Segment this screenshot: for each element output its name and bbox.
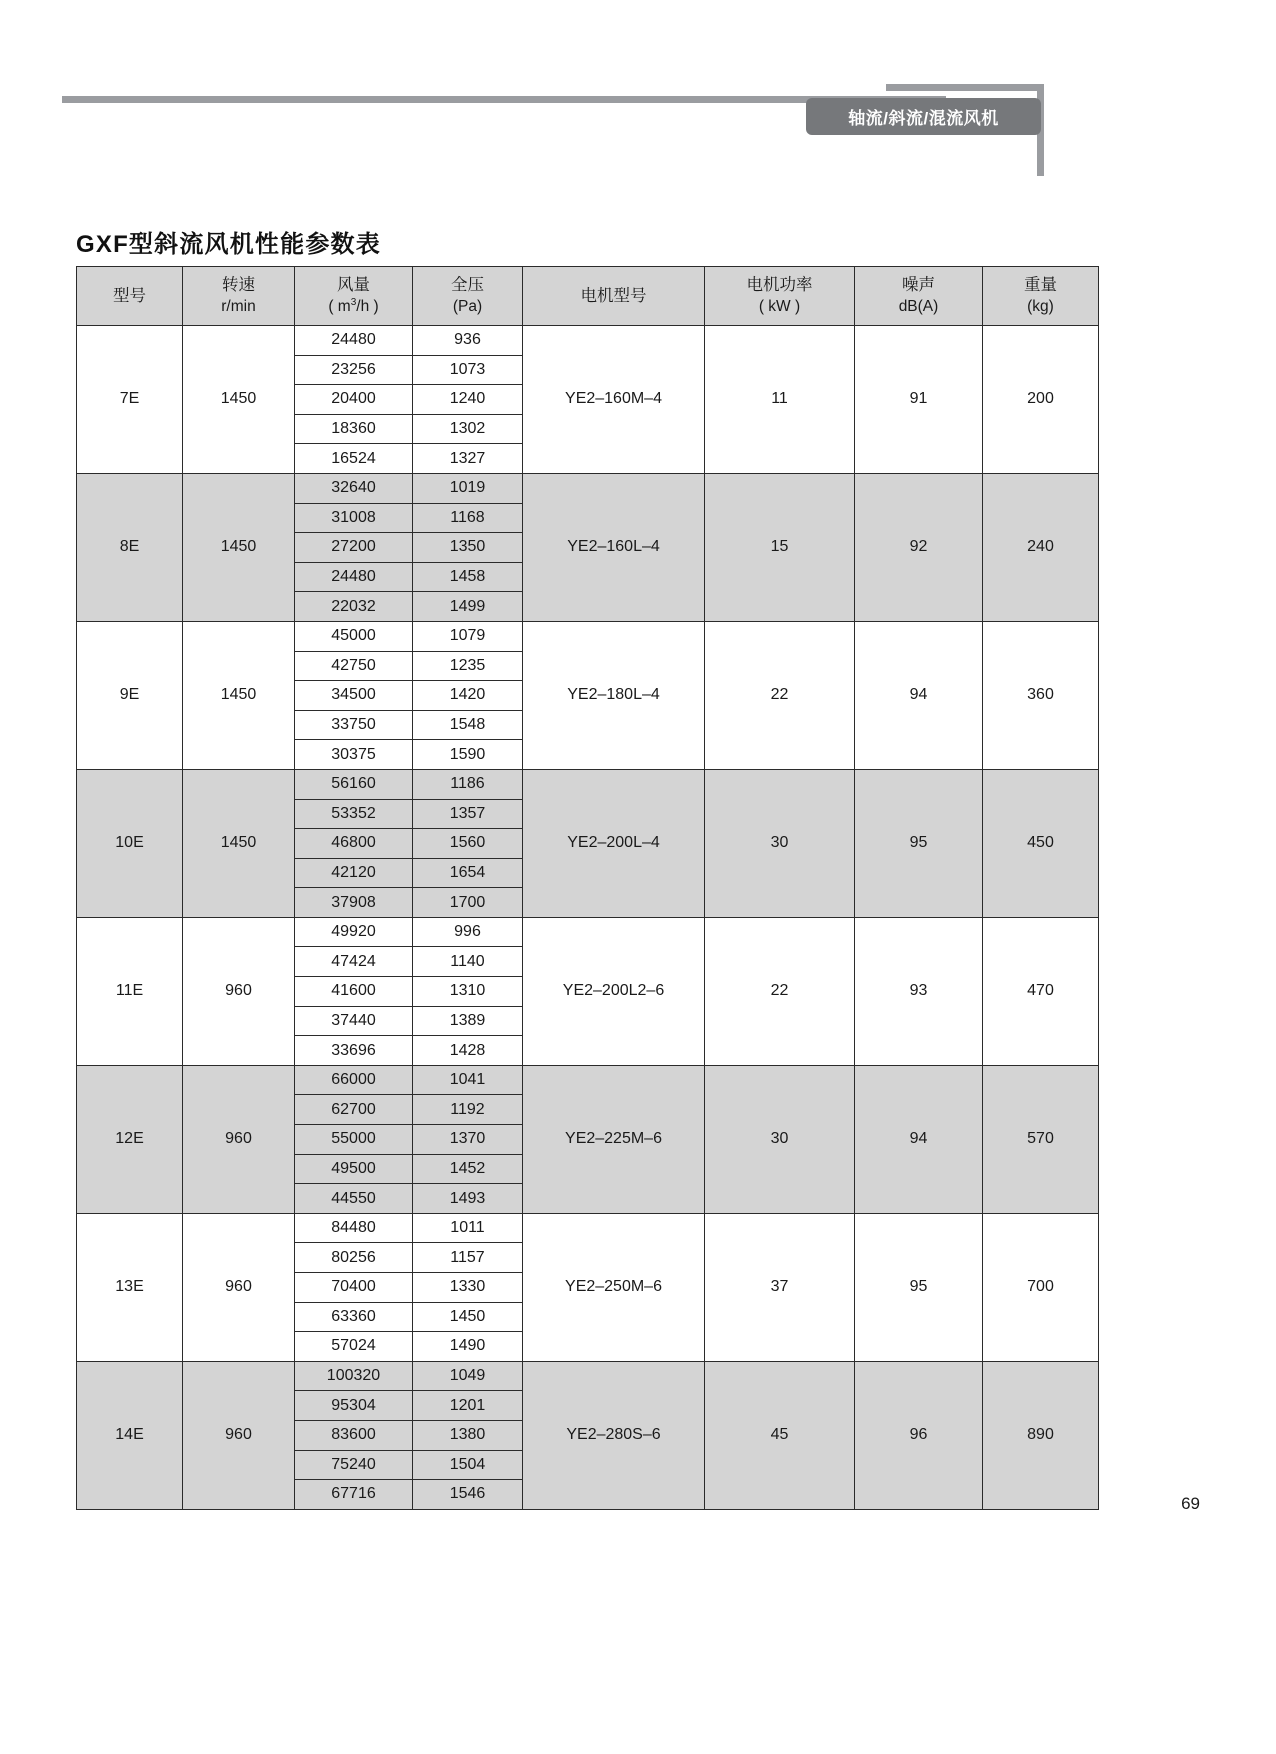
column-header-noise-unit: dB(A) xyxy=(898,297,939,315)
cell-pressure: 1370 xyxy=(413,1125,523,1155)
page-number: 69 xyxy=(1181,1494,1200,1513)
header-rule-short xyxy=(886,84,1041,91)
cell-flow: 33696 xyxy=(295,1036,413,1066)
cell-pressure: 1490 xyxy=(413,1332,523,1362)
cell-flow: 37440 xyxy=(295,1006,413,1036)
cell-motor-model: YE2–225M–6 xyxy=(523,1065,705,1213)
cell-pressure: 1186 xyxy=(413,769,523,799)
cell-pressure: 1168 xyxy=(413,503,523,533)
cell-motor-power: 22 xyxy=(705,621,855,769)
cell-pressure: 1428 xyxy=(413,1036,523,1066)
table-row xyxy=(77,1065,1099,1095)
column-header-rpm xyxy=(183,267,295,326)
cell-pressure: 1420 xyxy=(413,681,523,711)
cell-flow: 37908 xyxy=(295,888,413,918)
cell-pressure: 1700 xyxy=(413,888,523,918)
cell-flow: 57024 xyxy=(295,1332,413,1362)
cell-rpm: 960 xyxy=(183,1213,295,1361)
cell-pressure: 1201 xyxy=(413,1391,523,1421)
column-header-pressure-unit: (Pa) xyxy=(452,297,483,315)
cell-pressure: 1590 xyxy=(413,740,523,770)
cell-flow: 33750 xyxy=(295,710,413,740)
cell-flow: 55000 xyxy=(295,1125,413,1155)
column-header-weight xyxy=(983,267,1099,326)
cell-pressure: 1019 xyxy=(413,473,523,503)
table-row xyxy=(77,1213,1099,1243)
cell-pressure: 1546 xyxy=(413,1480,523,1510)
cell-noise: 92 xyxy=(855,473,983,621)
cell-model: 9E xyxy=(77,621,183,769)
cell-flow: 41600 xyxy=(295,977,413,1007)
cell-rpm: 960 xyxy=(183,1361,295,1509)
cell-model: 8E xyxy=(77,473,183,621)
cell-motor-model: YE2–200L–4 xyxy=(523,769,705,917)
cell-weight: 360 xyxy=(983,621,1099,769)
cell-flow: 42750 xyxy=(295,651,413,681)
cell-motor-model: YE2–280S–6 xyxy=(523,1361,705,1509)
performance-table xyxy=(76,266,1099,1510)
cell-pressure: 1157 xyxy=(413,1243,523,1273)
cell-flow: 49500 xyxy=(295,1154,413,1184)
cell-flow: 34500 xyxy=(295,681,413,711)
cell-flow: 80256 xyxy=(295,1243,413,1273)
cell-rpm: 1450 xyxy=(183,769,295,917)
cell-flow: 70400 xyxy=(295,1273,413,1303)
cell-flow: 27200 xyxy=(295,533,413,563)
cell-flow: 44550 xyxy=(295,1184,413,1214)
cell-model: 11E xyxy=(77,917,183,1065)
cell-flow: 18360 xyxy=(295,414,413,444)
column-header-noise-label: 噪声 xyxy=(902,276,935,295)
cell-rpm: 1450 xyxy=(183,473,295,621)
cell-pressure: 1654 xyxy=(413,858,523,888)
cell-flow: 16524 xyxy=(295,444,413,474)
cell-pressure: 1452 xyxy=(413,1154,523,1184)
cell-noise: 93 xyxy=(855,917,983,1065)
table-row xyxy=(77,473,1099,503)
cell-flow: 83600 xyxy=(295,1420,413,1450)
cell-flow: 53352 xyxy=(295,799,413,829)
cell-flow: 95304 xyxy=(295,1391,413,1421)
cell-pressure: 1240 xyxy=(413,385,523,415)
cell-flow: 22032 xyxy=(295,592,413,622)
cell-pressure: 1504 xyxy=(413,1450,523,1480)
header-category-tab xyxy=(806,98,1041,135)
cell-pressure: 1357 xyxy=(413,799,523,829)
table-row xyxy=(77,326,1099,356)
cell-noise: 94 xyxy=(855,1065,983,1213)
cell-motor-power: 30 xyxy=(705,769,855,917)
cell-weight: 450 xyxy=(983,769,1099,917)
cell-rpm: 960 xyxy=(183,917,295,1065)
cell-noise: 95 xyxy=(855,1213,983,1361)
cell-flow: 63360 xyxy=(295,1302,413,1332)
cell-pressure: 1389 xyxy=(413,1006,523,1036)
cell-motor-power: 45 xyxy=(705,1361,855,1509)
cell-model: 7E xyxy=(77,326,183,474)
cell-pressure: 1041 xyxy=(413,1065,523,1095)
cell-weight: 240 xyxy=(983,473,1099,621)
cell-weight: 890 xyxy=(983,1361,1099,1509)
cell-model: 12E xyxy=(77,1065,183,1213)
cell-motor-model: YE2–200L2–6 xyxy=(523,917,705,1065)
table-row xyxy=(77,1361,1099,1391)
cell-pressure: 1079 xyxy=(413,621,523,651)
cell-motor-model: YE2–250M–6 xyxy=(523,1213,705,1361)
cell-flow: 31008 xyxy=(295,503,413,533)
column-header-weight-unit: (kg) xyxy=(1027,297,1054,315)
cell-noise: 91 xyxy=(855,326,983,474)
cell-flow: 46800 xyxy=(295,829,413,859)
cell-weight: 570 xyxy=(983,1065,1099,1213)
cell-pressure: 1380 xyxy=(413,1420,523,1450)
cell-flow: 56160 xyxy=(295,769,413,799)
cell-pressure: 1073 xyxy=(413,355,523,385)
cell-model: 10E xyxy=(77,769,183,917)
cell-pressure: 1350 xyxy=(413,533,523,563)
cell-noise: 96 xyxy=(855,1361,983,1509)
table-row xyxy=(77,917,1099,947)
cell-flow: 66000 xyxy=(295,1065,413,1095)
cell-pressure: 1310 xyxy=(413,977,523,1007)
column-header-noise xyxy=(855,267,983,326)
cell-flow: 67716 xyxy=(295,1480,413,1510)
cell-motor-power: 22 xyxy=(705,917,855,1065)
column-header-power-label: 电机功率 xyxy=(746,276,813,295)
cell-motor-power: 37 xyxy=(705,1213,855,1361)
cell-pressure: 1450 xyxy=(413,1302,523,1332)
column-header-weight-label: 重量 xyxy=(1024,276,1057,295)
column-header-model-label: 型号 xyxy=(113,286,146,305)
cell-flow: 32640 xyxy=(295,473,413,503)
cell-pressure: 1499 xyxy=(413,592,523,622)
cell-flow: 100320 xyxy=(295,1361,413,1391)
cell-rpm: 960 xyxy=(183,1065,295,1213)
cell-flow: 84480 xyxy=(295,1213,413,1243)
cell-pressure: 1140 xyxy=(413,947,523,977)
cell-model: 14E xyxy=(77,1361,183,1509)
cell-flow: 47424 xyxy=(295,947,413,977)
cell-pressure: 1493 xyxy=(413,1184,523,1214)
cell-pressure: 1548 xyxy=(413,710,523,740)
cell-flow: 23256 xyxy=(295,355,413,385)
cell-pressure: 1458 xyxy=(413,562,523,592)
table-row xyxy=(77,769,1099,799)
cell-pressure: 1560 xyxy=(413,829,523,859)
cell-motor-model: YE2–160L–4 xyxy=(523,473,705,621)
column-header-power-unit: ( kW ) xyxy=(758,297,801,315)
cell-flow: 20400 xyxy=(295,385,413,415)
cell-motor-power: 30 xyxy=(705,1065,855,1213)
column-header-motor-label: 电机型号 xyxy=(580,286,647,305)
column-header-pressure xyxy=(413,267,523,326)
cell-pressure: 1049 xyxy=(413,1361,523,1391)
cell-pressure: 1235 xyxy=(413,651,523,681)
cell-rpm: 1450 xyxy=(183,621,295,769)
column-header-model xyxy=(77,267,183,326)
cell-pressure: 1327 xyxy=(413,444,523,474)
column-header-rpm-unit: r/min xyxy=(221,297,256,315)
cell-flow: 75240 xyxy=(295,1450,413,1480)
cell-motor-power: 11 xyxy=(705,326,855,474)
cell-flow: 24480 xyxy=(295,326,413,356)
cell-flow: 62700 xyxy=(295,1095,413,1125)
table-header xyxy=(77,267,1099,326)
cell-noise: 94 xyxy=(855,621,983,769)
cell-pressure: 1192 xyxy=(413,1095,523,1125)
cell-rpm: 1450 xyxy=(183,326,295,474)
cell-weight: 200 xyxy=(983,326,1099,474)
table-body xyxy=(77,326,1099,1510)
cell-pressure: 1330 xyxy=(413,1273,523,1303)
performance-table-container xyxy=(76,266,1098,1510)
cell-weight: 700 xyxy=(983,1213,1099,1361)
cell-pressure: 996 xyxy=(413,917,523,947)
column-header-flow xyxy=(295,267,413,326)
cell-motor-model: YE2–160M–4 xyxy=(523,326,705,474)
cell-pressure: 1011 xyxy=(413,1213,523,1243)
cell-flow: 24480 xyxy=(295,562,413,592)
page-title: GXF型斜流风机性能参数表 xyxy=(76,231,381,258)
column-header-flow-unit: ( $m^3/h$ ) xyxy=(328,297,379,316)
cell-flow: 49920 xyxy=(295,917,413,947)
cell-pressure: 1302 xyxy=(413,414,523,444)
cell-pressure: 936 xyxy=(413,326,523,356)
cell-flow: 30375 xyxy=(295,740,413,770)
column-header-flow-label: 风量 xyxy=(337,275,370,294)
cell-flow: 45000 xyxy=(295,621,413,651)
table-header-row xyxy=(77,267,1099,326)
column-header-pressure-label: 全压 xyxy=(451,276,484,295)
table-row xyxy=(77,621,1099,651)
cell-model: 13E xyxy=(77,1213,183,1361)
cell-noise: 95 xyxy=(855,769,983,917)
cell-motor-model: YE2–180L–4 xyxy=(523,621,705,769)
cell-flow: 42120 xyxy=(295,858,413,888)
column-header-power xyxy=(705,267,855,326)
cell-motor-power: 15 xyxy=(705,473,855,621)
header-category-label: 轴流/斜流/混流风机 xyxy=(848,109,999,128)
column-header-rpm-label: 转速 xyxy=(222,276,255,295)
column-header-motor xyxy=(523,267,705,326)
cell-weight: 470 xyxy=(983,917,1099,1065)
